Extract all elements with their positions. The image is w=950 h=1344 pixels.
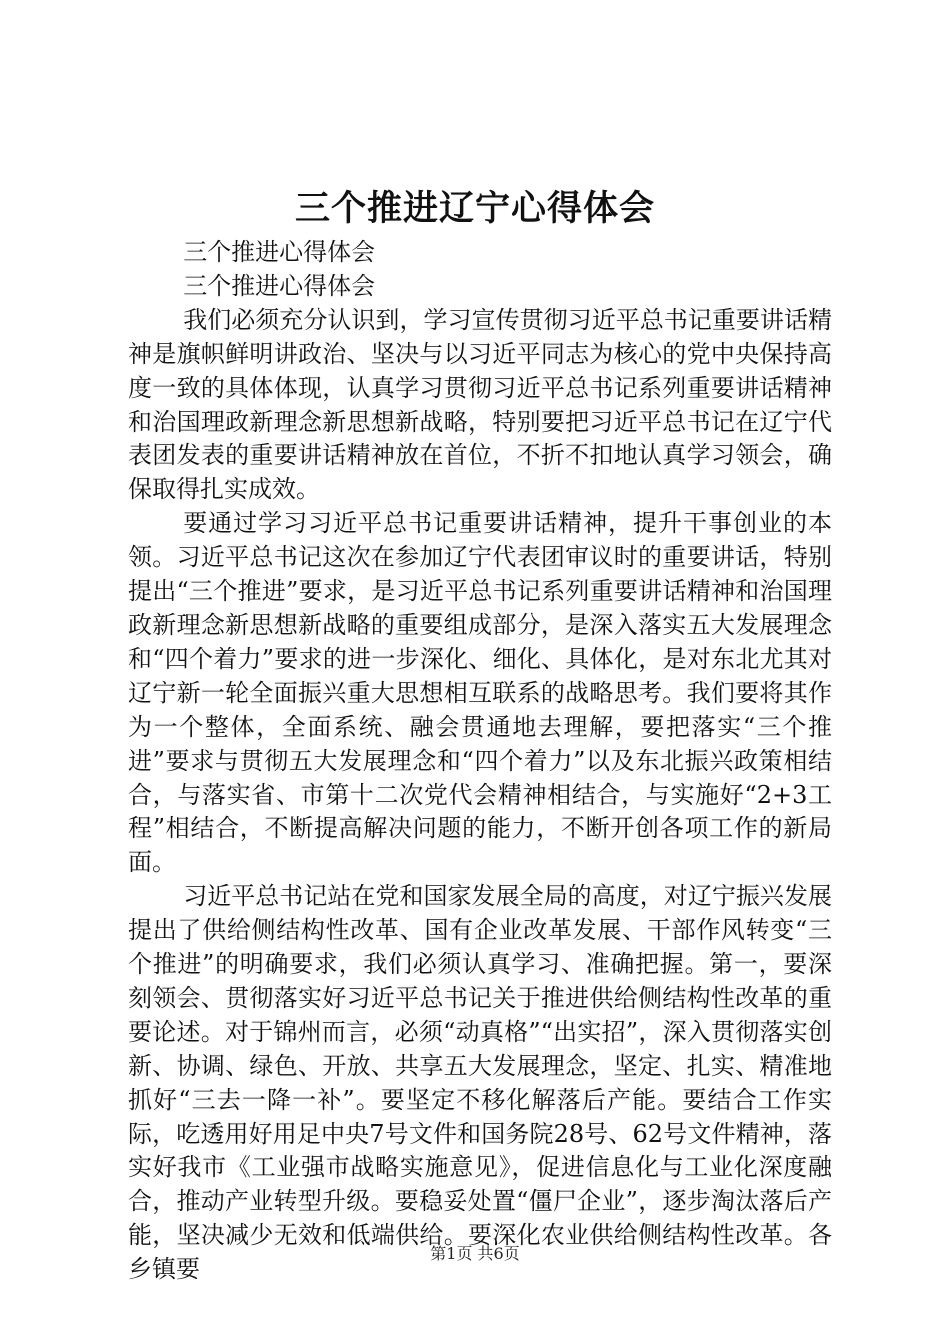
- paragraph-2: 要通过学习习近平总书记重要讲话精神，提升干事创业的本领。习近平总书记这次在参加辽宁代表团审议时的重要讲话，特别提出“三个推进”要求，是习近平总书记系列重要讲话精神和治国理政新理念新思想新战略的重要组成部分，是深入落实五大发展理念和“四个着力”要求的进一步深化、细化、具体化，是对东北尤其对辽宁新一轮全面振兴重大思想相互联系的战略思考。我们要将其作为一个整体，全面系统、融会贯通地去理解，要把落实“三个推进”要求与贯彻五大发展理念和“四个着力”以及东北振兴政策相结合，与落实省、市第十二次党代会精神相结合，与实施好“2+3工程”相结合，不断提高解决问题的能力，不断开创各项工作的新局面。: [128, 509, 832, 877]
- paragraph-subtitle-1: 三个推进心得体会: [183, 238, 376, 266]
- page-number-footer: 第1页 共6页: [430, 1244, 520, 1263]
- document-title: 三个推进辽宁心得体会: [294, 188, 655, 229]
- paragraph-3: 习近平总书记站在党和国家发展全局的高度，对辽宁振兴发展提出了供给侧结构性改革、国有企业改革发展、干部作风转变“三个推进”的明确要求，我们必须认真学习、准确把握。第一，要深刻领会、贯彻落实好习近平总书记关于推进供给侧结构性改革的重要论述。对于锦州而言，必须“动真格”“出实招”，深入贯彻落实创新、协调、绿色、开放、共享五大发展理念，坚定、扎实、精准地抓好“三去一降一补”。要坚定不移化解落后产能。要结合工作实际，吃透用好用足中央7号文件和国务院28号、62号文件精神，落实好我市《工业强市战略实施意见》，促进信息化与工业化深度融合，推动产业转型升级。要稳妥处置“僵尸企业”，逐步淘汰落后产能，坚决减少无效和低端供给。要深化农业供给侧结构性改革。各乡镇要: [128, 882, 832, 1284]
- paragraph-subtitle-2: 三个推进心得体会: [183, 271, 376, 300]
- paragraph-1: 我们必须充分认识到，学习宣传贯彻习近平总书记重要讲话精神是旗帜鲜明讲政治、坚决与以习近平同志为核心的党中央保持高度一致的具体体现，认真学习贯彻习近平总书记系列重要讲话精神和治国理政新理念新思想新战略，特别要把习近平总书记在辽宁代表团发表的重要讲话精神放在首位，不折不扣地认真学习领会，确保取得扎实成效。: [128, 305, 832, 504]
- document-body: [128, 236, 832, 1287]
